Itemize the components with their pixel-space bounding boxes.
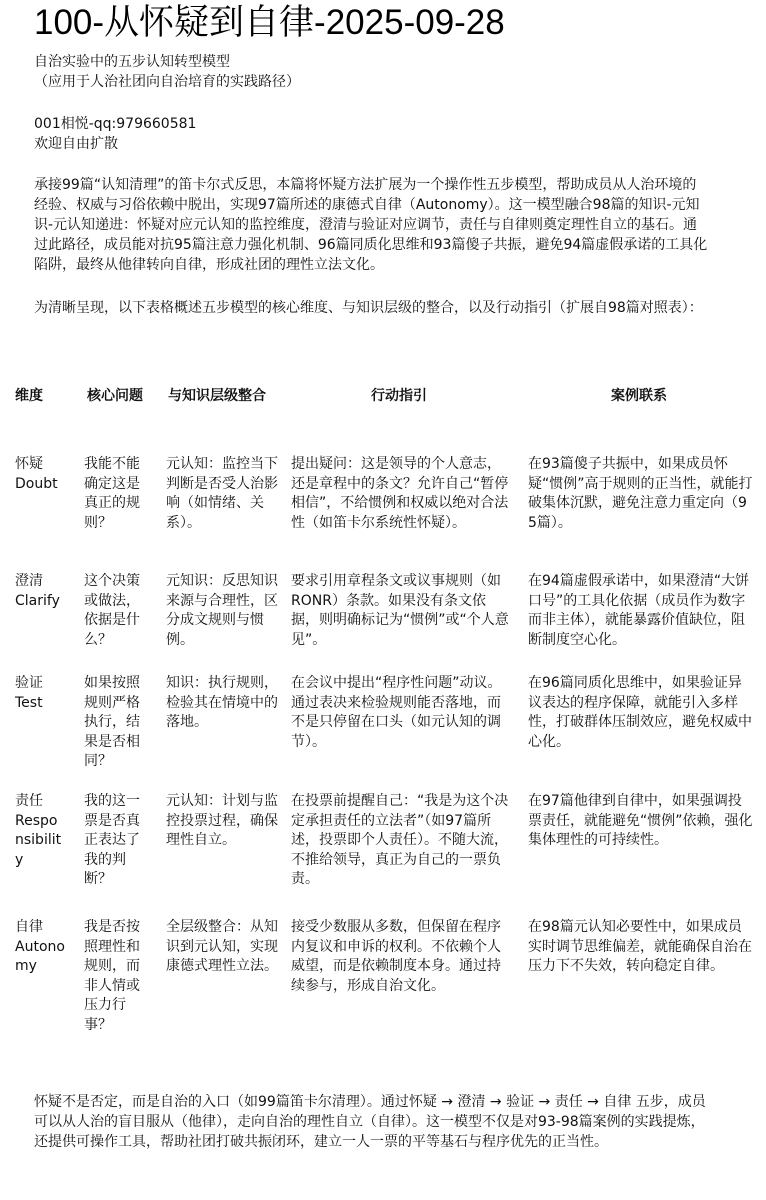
- row-action: 接受少数服从多数，但保留在程序内复议和申诉的权利。不依赖个人威望，而是依赖制度本身。通过持续参与，形成自治文化。: [291, 919, 501, 994]
- header-action: 行动指引: [371, 388, 427, 404]
- row-action: 在投票前提醒自己：“我是为这个决定承担责任的立法者”（如97篇所述，投票即个人责任）。不随大流，不推给领导，真正为自己的一票负责。: [291, 793, 509, 887]
- dimension-en: Clarify: [15, 592, 60, 609]
- dimension-cn: 验证: [15, 675, 43, 691]
- row-case: 在94篇虚假承诺中，如果澄清“大饼口号”的工具化依据（成员作为数字而非主体），就能暴露价值缺位，阻断制度空心化。: [528, 573, 750, 648]
- header-knowledge: 与知识层级整合: [168, 388, 266, 404]
- row-action: 要求引用章程条文或议事规则（如RONR）条款。如果没有条文依据，则明确标记为“惯例”或“个人意见”。: [291, 573, 509, 648]
- row-knowledge: 元知识：反思知识来源与合理性，区分成文规则与惯例。: [166, 573, 278, 648]
- intro-paragraph: 承接99篇“认知清理”的笛卡尔式反思，本篇将怀疑方法扩展为一个操作性五步模型，帮助成员从人治环境的经验、权威与习俗依赖中脱出，实现97篇所述的康德式自律（Autonomy）。这一模型融合98篇的知识-元知识-元认知递进：怀疑对应元认知的监控维度，澄清与验证对应调节，责任与自律则奠定理性自立的基石。通过此路径，成员能对抗95篇注意力强化机制、96篇同质化思维和93篇傻子共振，避免94篇虚假承诺的工具化陷阱，最终从他律转向自律，形成社团的理性立法文化。: [34, 177, 708, 273]
- dimension-cn: 自律: [15, 919, 43, 935]
- row-case: 在93篇傻子共振中，如果成员怀疑“惯例”高于规则的正当性，就能打破集体沉默，避免注意力重定向（95篇）。: [528, 456, 753, 531]
- row-dimension: [15, 455, 65, 494]
- row-case: 在96篇同质化思维中，如果验证异议表达的程序保障，就能引入多样性，打破群体压制效应，避免权威中心化。: [528, 675, 752, 750]
- distribution-note: 欢迎自由扩散: [34, 136, 118, 152]
- header-question: 核心问题: [87, 388, 143, 404]
- row-dimension: [15, 674, 65, 713]
- row-dimension: [15, 572, 65, 611]
- row-action: 在会议中提出“程序性问题”动议。通过表决来检验规则能否落地，而不是只停留在口头（如元认知的调节）。: [291, 675, 502, 750]
- intro-block: [34, 52, 714, 92]
- row-knowledge: 元认知：计划与监控投票过程，确保理性自立。: [166, 793, 278, 848]
- row-question: 我的这一票是否真正表达了我的判断？: [84, 793, 140, 887]
- document-title: 100-从怀疑到自律-2025-09-28: [34, 3, 505, 42]
- table-header: [0, 386, 766, 408]
- row-dimension: [15, 792, 65, 870]
- row-case: 在97篇他律到自律中，如果强调投票责任，就能避免“惯例”依赖，强化集体理性的可持续性。: [528, 793, 753, 848]
- conclusion-paragraph: 怀疑不是否定，而是自治的入口（如99篇笛卡尔清理）。通过怀疑 → 澄清 → 验证 → 责任 → 自律 五步，成员可以从人治的盲目服从（他律），走向自治的理性自立（自律）。这一模型不仅是对93-98篇案例的实践提炼，还提供可操作工具，帮助社团打破共振闭环，建立一人一票的平等基石与程序优先的正当性。: [34, 1094, 706, 1150]
- dimension-cn: 怀疑: [15, 456, 43, 472]
- row-action: 提出疑问：这是领导的个人意志，还是章程中的条文？允许自己“暂停相信”，不给惯例和权威以绝对合法性（如笛卡尔系统性怀疑）。: [291, 456, 509, 531]
- contact-info: 001相悦-qq:979660581: [34, 116, 197, 132]
- dimension-cn: 澄清: [15, 573, 43, 589]
- dimension-cn: 责任: [15, 793, 43, 809]
- row-knowledge: 全层级整合：从知识到元认知，实现康德式理性立法。: [166, 919, 278, 974]
- dimension-en: Doubt: [15, 475, 58, 492]
- dimension-en: Autonomy: [15, 938, 65, 974]
- header-dimension: 维度: [15, 388, 43, 404]
- row-question: 如果按照规则严格执行，结果是否相同？: [84, 675, 140, 769]
- row-question: 这个决策或做法，依据是什么？: [84, 573, 140, 648]
- row-case: 在98篇元认知必要性中，如果成员实时调节思维偏差，就能确保自治在压力下不失效，转向稳定自律。: [528, 919, 752, 974]
- row-question: 我能不能确定这是真正的规则？: [84, 456, 140, 531]
- contact-block: [34, 114, 714, 154]
- table-intro-paragraph: 为清晰呈现，以下表格概述五步模型的核心维度、与知识层级的整合，以及行动指引（扩展自98篇对照表）：: [34, 300, 703, 316]
- dimension-en: Test: [15, 694, 43, 711]
- subtitle-application: （应用于人治社团向自治培育的实践路径）: [34, 74, 300, 90]
- header-case: 案例联系: [611, 388, 667, 404]
- row-question: 我是否按照理性和规则，而非人情或压力行事？: [84, 919, 140, 1033]
- dimension-en: Responsibility: [15, 812, 62, 868]
- row-knowledge: 知识：执行规则，检验其在情境中的落地。: [166, 675, 278, 730]
- row-dimension: [15, 918, 65, 977]
- subtitle: 自治实验中的五步认知转型模型: [34, 54, 230, 70]
- row-knowledge: 元认知：监控当下判断是否受人治影响（如情绪、关系）。: [166, 456, 278, 531]
